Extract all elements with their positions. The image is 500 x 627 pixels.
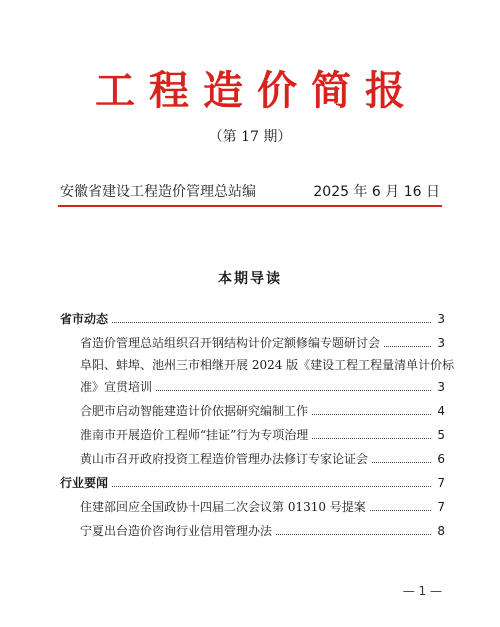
toc-entry[interactable] [60, 351, 455, 373]
toc-entry-title: 住建部回应全国政协十四届二次会议第 01310 号提案 [80, 500, 366, 514]
toc-leader-dots [384, 346, 431, 347]
toc-entry-title: 省市动态 [60, 312, 109, 326]
toc-page-number: 3 [437, 336, 445, 350]
toc-entry[interactable] [60, 515, 445, 539]
toc-entry-title: 淮南市开展造价工程师“挂证”行为专项治理 [80, 428, 309, 442]
issue-number: （第 17 期） [208, 129, 292, 145]
toc-entry[interactable] [60, 443, 445, 467]
red-divider-line [58, 205, 442, 207]
toc-entry-title: 宁夏出台造价咨询行业信用管理办法 [80, 524, 273, 538]
toc-leader-dots [312, 438, 431, 439]
toc-page-number: 4 [437, 404, 445, 418]
toc-leader-dots [112, 486, 431, 487]
toc-entry-title: 准》宣贯培训 [80, 380, 153, 394]
toc-page-number: 3 [437, 312, 445, 326]
toc-leader-dots [276, 534, 431, 535]
toc-page-number: 6 [437, 452, 445, 466]
toc-entry[interactable] [60, 395, 445, 419]
page-number: — 1 — [402, 584, 442, 598]
toc-entry[interactable] [60, 327, 445, 351]
toc-leader-dots [112, 322, 431, 323]
publisher-row [60, 183, 440, 201]
toc-page-number: 3 [437, 380, 445, 394]
toc-leader-dots [370, 510, 431, 511]
toc-page-number: 7 [437, 476, 445, 490]
toc-leader-dots [372, 462, 431, 463]
toc-entry-title: 黄山市召开政府投资工程造价管理办法修订专家论证会 [80, 452, 369, 466]
toc-section[interactable] [60, 467, 445, 491]
toc-entry-title: 阜阳、蚌埠、池州三市相继开展 2024 版《建设工程工程量清单计价标 [80, 358, 455, 372]
toc-page-number: 8 [437, 524, 445, 538]
toc-entry-title: 省造价管理总站组织召开钢结构计价定额修编专题研讨会 [80, 336, 381, 350]
toc-page-number: 7 [437, 500, 445, 514]
masthead-title: 工程造价简报 [95, 67, 419, 114]
toc-entry[interactable] [60, 491, 445, 515]
toc-leader-dots [312, 414, 431, 415]
publisher-name: 安徽省建设工程造价管理总站编 [60, 184, 256, 200]
toc-leader-dots [156, 390, 431, 391]
toc-page-number: 5 [437, 428, 445, 442]
toc-entry[interactable] [60, 419, 445, 443]
toc-entry-title: 合肥市启动智能建造计价依据研究编制工作 [80, 404, 309, 418]
table-of-contents [60, 303, 455, 539]
publish-date: 2025 年 6 月 16 日 [313, 184, 440, 200]
toc-heading: 本期导读 [218, 271, 282, 287]
toc-entry-title: 行业要闻 [60, 476, 109, 490]
toc-section[interactable] [60, 303, 445, 327]
toc-entry[interactable] [60, 373, 445, 395]
